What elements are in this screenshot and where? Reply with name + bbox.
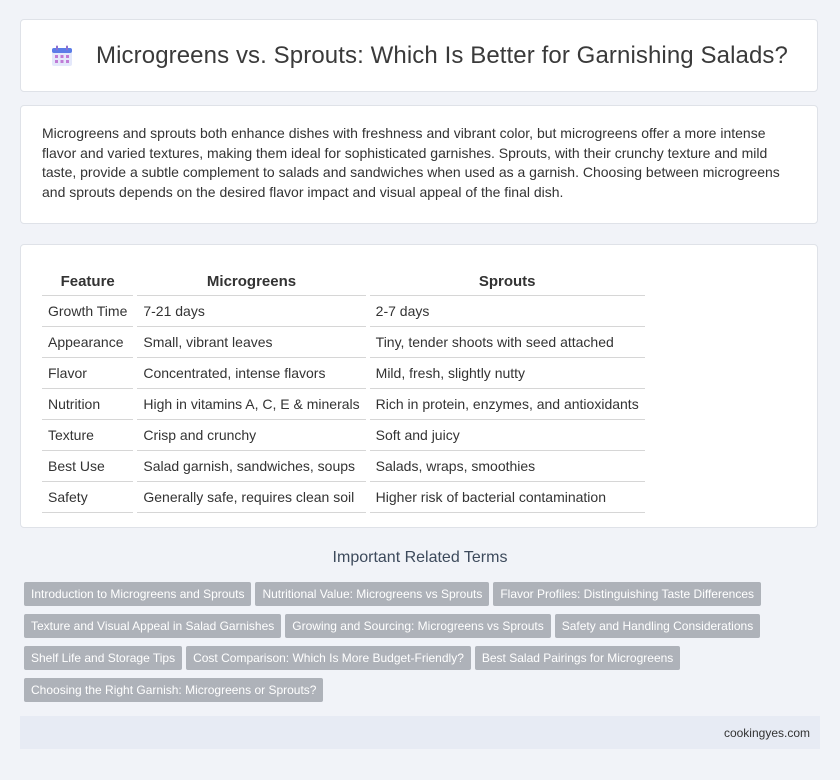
header-microgreens: Microgreens [137, 266, 365, 296]
cell-sprouts: Tiny, tender shoots with seed attached [370, 327, 645, 358]
related-term-tag[interactable]: Nutritional Value: Microgreens vs Sprouts [255, 582, 489, 606]
cell-feature: Growth Time [42, 296, 133, 327]
table-row [42, 296, 645, 327]
related-term-tag[interactable]: Safety and Handling Considerations [555, 614, 760, 638]
table-row [42, 389, 645, 420]
table-row [42, 420, 645, 451]
related-term-tag[interactable]: Texture and Visual Appeal in Salad Garnishes [24, 614, 281, 638]
title-card [20, 19, 818, 92]
cell-microgreens: Generally safe, requires clean soil [137, 482, 365, 513]
cell-microgreens: Small, vibrant leaves [137, 327, 365, 358]
footer-site-link[interactable]: cookingyes.com [723, 726, 810, 740]
related-term-tag[interactable]: Introduction to Microgreens and Sprouts [24, 582, 251, 606]
related-term-tag[interactable]: Cost Comparison: Which Is More Budget-Friendly? [186, 646, 471, 670]
cell-sprouts: Mild, fresh, slightly nutty [370, 358, 645, 389]
table-row [42, 358, 645, 389]
related-term-tag[interactable]: Shelf Life and Storage Tips [24, 646, 182, 670]
cell-feature: Safety [42, 482, 133, 513]
intro-paragraph: Microgreens and sprouts both enhance dishes with freshness and vibrant color, but microgreens offer a more intense flavor and varied textures, making them ideal for sophisticated garnishes. Sprouts, with their crunchy texture and mild taste, provide a subtle complement to salads and sandwiches when used as a garnish. Choosing between microgreens and sprouts depends on the desired flavor impact and visual appeal of the final dish. [42, 125, 780, 200]
cell-feature: Nutrition [42, 389, 133, 420]
cell-microgreens: Concentrated, intense flavors [137, 358, 365, 389]
related-terms-list [24, 582, 816, 710]
related-term-tag[interactable]: Best Salad Pairings for Microgreens [475, 646, 680, 670]
comparison-table [42, 266, 645, 513]
table-row [42, 451, 645, 482]
cell-feature: Best Use [42, 451, 133, 482]
cell-microgreens: Salad garnish, sandwiches, soups [137, 451, 365, 482]
table-row [42, 327, 645, 358]
cell-microgreens: High in vitamins A, C, E & minerals [137, 389, 365, 420]
related-term-tag[interactable]: Flavor Profiles: Distinguishing Taste Differences [493, 582, 761, 606]
cell-feature: Appearance [42, 327, 133, 358]
cell-sprouts: Rich in protein, enzymes, and antioxidants [370, 389, 645, 420]
related-terms-title: Important Related Terms [332, 549, 508, 566]
calendar-icon [50, 44, 74, 68]
comparison-card [20, 244, 818, 528]
header-sprouts: Sprouts [370, 266, 645, 296]
cell-microgreens: Crisp and crunchy [137, 420, 365, 451]
footer [20, 716, 820, 749]
cell-sprouts: Soft and juicy [370, 420, 645, 451]
page-title: Microgreens vs. Sprouts: Which Is Better for Garnishing Salads? [96, 41, 788, 69]
cell-sprouts: Higher risk of bacterial contamination [370, 482, 645, 513]
cell-feature: Texture [42, 420, 133, 451]
table-header-row [42, 266, 645, 296]
cell-microgreens: 7-21 days [137, 296, 365, 327]
cell-sprouts: 2-7 days [370, 296, 645, 327]
intro-card [20, 105, 818, 224]
table-row [42, 482, 645, 513]
cell-sprouts: Salads, wraps, smoothies [370, 451, 645, 482]
related-term-tag[interactable]: Choosing the Right Garnish: Microgreens or Sprouts? [24, 678, 323, 702]
related-term-tag[interactable]: Growing and Sourcing: Microgreens vs Sprouts [285, 614, 550, 638]
header-feature: Feature [42, 266, 133, 296]
cell-feature: Flavor [42, 358, 133, 389]
